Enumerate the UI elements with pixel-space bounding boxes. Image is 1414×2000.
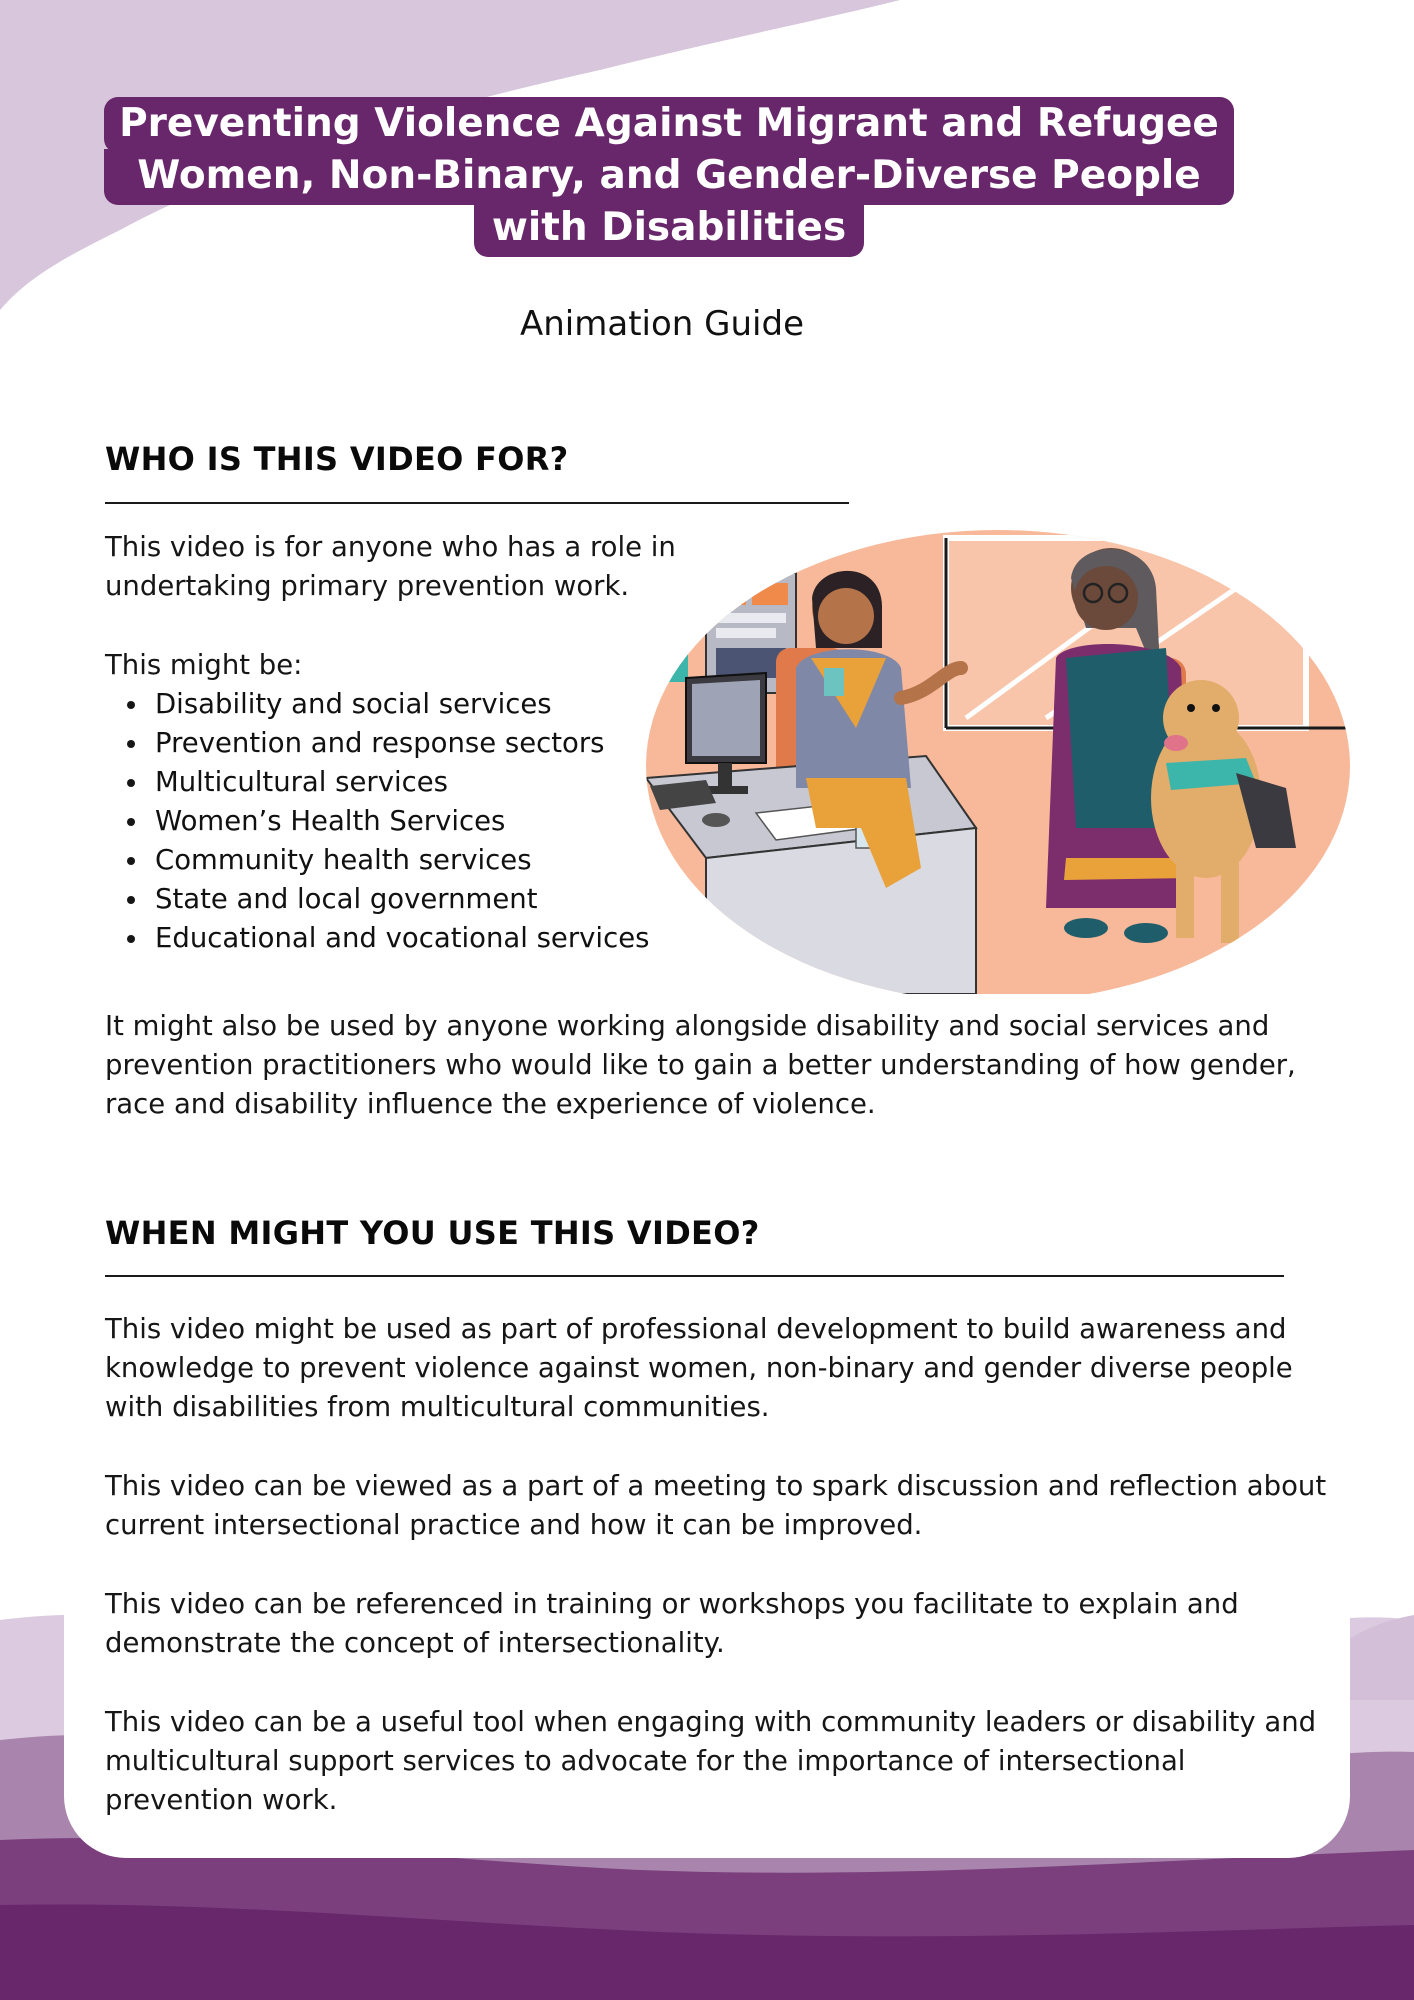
list-item: Prevention and response sectors — [107, 724, 667, 763]
list-item: Multicultural services — [107, 763, 667, 802]
document-subtitle: Animation Guide — [520, 304, 804, 344]
when-paragraph-2: This video can be viewed as a part of a meeting to spark discussion and reflection about current intersectional practice and how it can be improved. — [105, 1470, 1327, 1541]
who-intro-text: This video is for anyone who has a role in undertaking primary prevention work. — [105, 531, 676, 602]
when-paragraph-4: This video can be a useful tool when engaging with community leaders or disability and multicultural support services to advocate for the importance of intersectional prevention work. — [105, 1706, 1317, 1816]
section-heading-when: WHEN MIGHT YOU USE THIS VIDEO? — [105, 1214, 760, 1252]
who-list-lead: This might be: — [105, 649, 303, 681]
when-paragraph-1: This video might be used as part of professional development to build awareness and knowledge to prevent violence against women, non-binary and gender diverse people with disabilities from multicultural communities. — [105, 1313, 1293, 1423]
illustration-office-consultation — [646, 528, 1350, 994]
list-item: Educational and vocational services — [107, 919, 667, 958]
when-paragraph-3: This video can be referenced in training or workshops you facilitate to explain and demonstrate the concept of intersectionality. — [105, 1588, 1239, 1659]
title-line-3: with Disabilities — [474, 201, 864, 257]
list-item: State and local government — [107, 880, 667, 919]
section-heading-who: WHO IS THIS VIDEO FOR? — [105, 440, 569, 478]
audience-list — [107, 685, 667, 958]
list-item: Community health services — [107, 841, 667, 880]
title-line-1: Preventing Violence Against Migrant and Refugee — [104, 97, 1234, 153]
list-item: Disability and social services — [107, 685, 667, 724]
section-divider-when — [105, 1275, 1284, 1277]
section-divider-who — [105, 502, 849, 504]
who-closing-text: It might also be used by anyone working alongside disability and social services and prevention practitioners who would like to gain a better understanding of how gender, race and disability influence the experience of violence. — [105, 1010, 1296, 1120]
list-item: Women’s Health Services — [107, 802, 667, 841]
title-line-2: Women, Non-Binary, and Gender-Diverse People — [104, 149, 1234, 205]
